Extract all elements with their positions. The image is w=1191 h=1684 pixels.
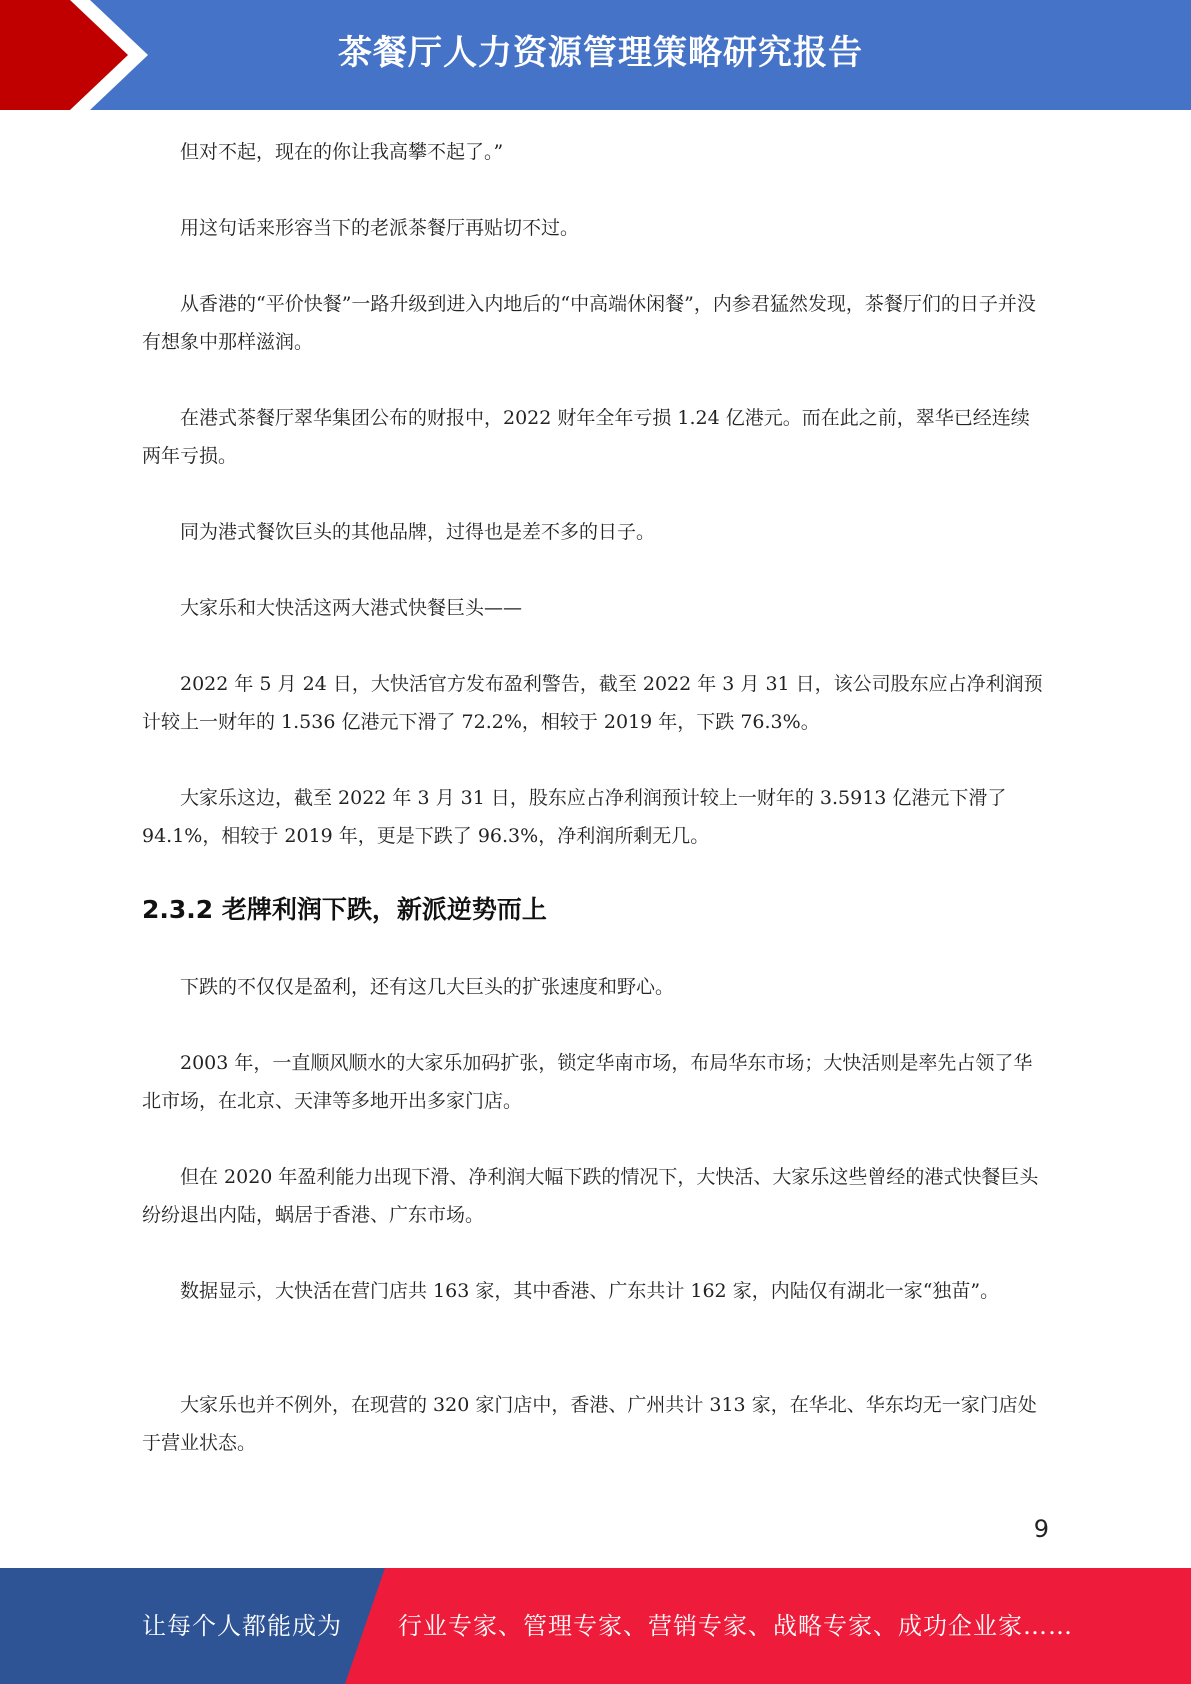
paragraph: 大家乐这边，截至 2022 年 3 月 31 日，股东应占净利润预计较上一财年的 3.5913 亿港元下滑了 94.1%，相较于 2019 年，更是下跌了 96.3%，净利润所剩无几。 bbox=[142, 787, 1007, 847]
paragraph: 大家乐和大快活这两大港式快餐巨头—— bbox=[180, 597, 523, 619]
footer-slogan-left: 让每个人都能成为 bbox=[142, 1612, 342, 1640]
paragraph: 数据显示，大快活在营门店共 163 家，其中香港、广东共计 162 家，内陆仅有湖北一家“独苗”。 bbox=[180, 1280, 1000, 1302]
paragraph: 同为港式餐饮巨头的其他品牌，过得也是差不多的日子。 bbox=[180, 521, 656, 543]
page-number: 9 bbox=[1033, 1515, 1049, 1543]
paragraph: 下跌的不仅仅是盈利，还有这几大巨头的扩张速度和野心。 bbox=[180, 976, 675, 998]
paragraph: 2022 年 5 月 24 日，大快活官方发布盈利警告，截至 2022 年 3 月 31 日，该公司股东应占净利润预计较上一财年的 1.536 亿港元下滑了 72.2%，相较于 2019 年，下跌 76.3%。 bbox=[142, 673, 1043, 733]
paragraph: 在港式茶餐厅翠华集团公布的财报中，2022 财年全年亏损 1.24 亿港元。而在此之前，翠华已经连续两年亏损。 bbox=[142, 407, 1030, 467]
paragraph: 从香港的“平价快餐”一路升级到进入内地后的“中高端休闲餐”，内参君猛然发现，茶餐厅们的日子并没有想象中那样滋润。 bbox=[142, 293, 1036, 353]
section-heading: 2.3.2 老牌利润下跌，新派逆势而上 bbox=[142, 895, 547, 924]
paragraph: 用这句话来形容当下的老派茶餐厅再贴切不过。 bbox=[180, 217, 580, 239]
paragraph: 大家乐也并不例外，在现营的 320 家门店中，香港、广州共计 313 家，在华北、华东均无一家门店处于营业状态。 bbox=[142, 1394, 1037, 1454]
paragraph: 但在 2020 年盈利能力出现下滑、净利润大幅下跌的情况下，大快活、大家乐这些曾经的港式快餐巨头纷纷退出内陆，蜗居于香港、广东市场。 bbox=[142, 1166, 1039, 1226]
page-header bbox=[0, 0, 1191, 110]
paragraph: 但对不起，现在的你让我高攀不起了。” bbox=[180, 141, 504, 163]
paragraph: 2003 年，一直顺风顺水的大家乐加码扩张，锁定华南市场，布局华东市场；大快活则是率先占领了华北市场，在北京、天津等多地开出多家门店。 bbox=[142, 1052, 1033, 1112]
report-title: 茶餐厅人力资源管理策略研究报告 bbox=[338, 33, 863, 73]
footer-slogan-right: 行业专家、管理专家、营销专家、战略专家、成功企业家…… bbox=[398, 1612, 1073, 1640]
